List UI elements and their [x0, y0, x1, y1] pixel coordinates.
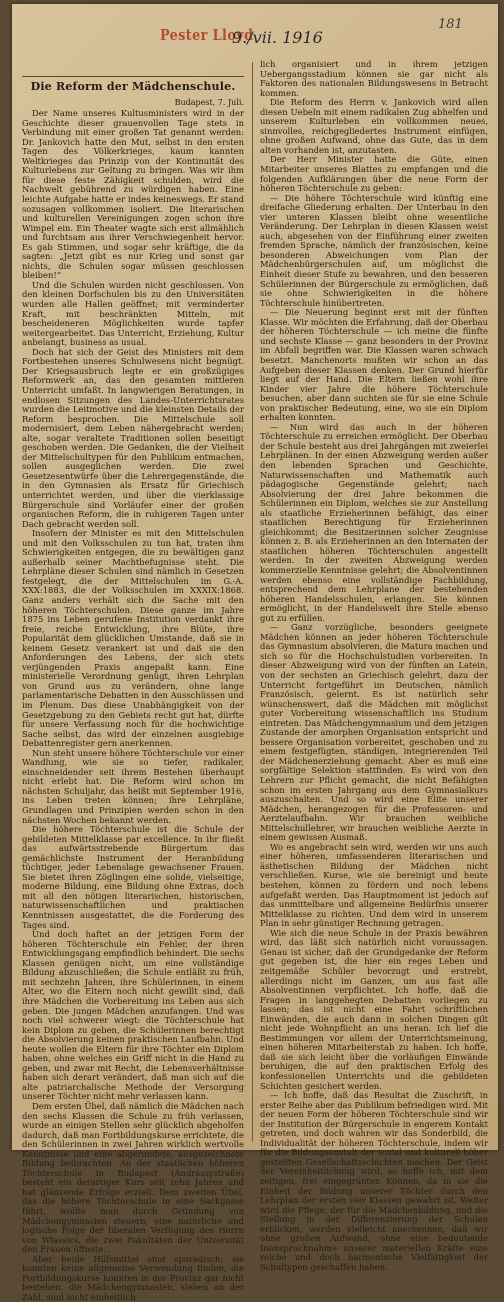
- newspaper-title: Pester Lloyd: [160, 26, 254, 44]
- paragraph: — Die Neuerung beginnt erst mit der fünften Klasse. Wir möchten die Erfahrung, daß der Oberbau der höheren Töchterschule — ich meine die fünfte und sechste Klasse — ganz besonders in der Provinz im Abfall begriffen war. Die Klassen waren schwach besetzt. Manchenorts mußten wir schon an das Aufgeben dieser Klassen denken. Der Grund hierfür liegt auf der Hand. Die Eltern ließen wohl ihre Kinder vier Jahre die höhere Töchterschule besuchen, aber dann suchten sie für sie eine Schule von praktischer Bedeutung, eine, wo sie ein Diplom erhalten konnten.: [260, 307, 488, 423]
- dateline: Budapest, 7. Juli.: [174, 97, 244, 107]
- paragraph: Nun steht unsere höhere Töchterschule vor einer Wandlung, wie sie so tiefer, radikaler, einschneidender seit ihrem Bestehen überhaupt nicht erlebt hat. Die Reform wird schon im nächsten Schuljahr, das heißt mit September 1916, ins Leben treten können; ihre Lehrpläne, Grundlagen und Prinzipien werden schon in den nächsten Wochen bekannt werden.: [22, 747, 244, 825]
- paragraph: Doch hat sich der Geist des Ministers mit dem Fortbestehen unseres Schulwesens nicht begnügt. Der Kriegsausbruch legte er ein großzügiges Reformwerk an, das den gesamten mittleren Unterricht umfaßt. In langwierigen Beratungen, in endlosen Sitzungen des Landes-Unterrichtsrates wurden die Leitmotive und die kleinsten Details der Reform besprochen. Die Mittelschule soll modernisiert, dem Leben nähergebracht werden; alte, sogar veraltete Traditionen sollen beseitigt geschoben werden. Die Gedanken, die der Vielheit der Mittelschultypen für den Publikum entmachen, sollen ausgeglichen werden. Die zwei Gesetzesentwürfe über die Lehrergegenstände, die in den Gymnasien als Ersatz für Griechisch unterrichtet werden, und über die vierklassige Bürgerschule sind Vorläufer einer der großen organischen Reform, die in ruhigeren Tagen unter Dach gebracht werden soll.: [22, 346, 244, 529]
- paragraph: — Ganz vorzügliche, besonders geeignete Mädchen können an jeder höheren Töchterschule das Gymnasium absolvieren, die Matura machen und sich so für die Hochschulstudien vorbereiten. In dieser Abzweigung wird von der fünften an Latein, von der sechsten an Griechisch gelehrt, dazu der Unterricht fortgeführt im Deutschen, nämlich Französisch, gelernt. Es ist natürlich sehr wünschenswert, daß die Mädchen mit möglichst guter Vorbereitung wissenschaftlich ins Studium eintreten. Das Mädchengymnasium und dem jetzigen Zustande der amorphen Organisation entspricht und bessere Organisation vorbereitet, geschoben und zu einem festgefügten, ständigen, integrierenden Teil der Mädchenerziehung gemacht. Aber es muß eine sorgfältige Selektion stattfinden. Es wird von den Lehrern zur Pflicht gemacht, die nicht Befähigten schon im ersten Jahrgang aus dem Gymnasialkurs auszuschalten. Und so wird eine Elite unserer Mädchen, herangezogen für die Professoren- und Aerztelaufbahn. Wir brauchen weibliche Mittelschullehrer, wir brauchen weibliche Aerzte in einem gewissen Ausmaß.: [260, 622, 488, 843]
- paragraph: Und die Schulen wurden nicht geschlossen. Von den kleinen Dorfschulen bis zu den Universitäten wurden alle Hallen geöffnet; mit verminderter Kraft, mit beschränkten Mitteln, mit bescheideneren Möglichkeiten wurde tapfer weitergearbeitet. Das Unterricht, Erziehung, Kultur anbelangt, business as usual.: [22, 279, 244, 348]
- archive-number: 181: [438, 17, 463, 32]
- newspaper-clipping: [12, 4, 498, 1302]
- masthead: [12, 12, 498, 52]
- paragraph: Der Herr Minister hatte die Güte, einen Mitarbeiter unseres Blattes zu empfangen und die folgenden Aufklärungen über die neue Form der höheren Töchterschule zu geben:: [260, 154, 488, 194]
- paragraph: Dem ersten Übel, daß nämlich die Mädchen nach den sechs Klassen die Schule zu früh verlassen, wurde an einigen Stellen sehr glücklich abgeholfen dadurch, daß man Fortbildungskurse errichtete, die den Schülerinnen in zwei Jahren wirklich wertvolle Kenntnisse und eine abgerundete, ausgezeichnete Bildung beibrachten. An der staatlichen höheren Töchterschule in Budapest (Andrássystraße) besteht ein derartiger Kurs seit zehn Jahren und hat glänzende Erfolge erzielt. Dem zweiten Übel, das die höhere Töchterschule in eine Sackgasse führt, wollte man durch Gründung von Mädchengymnasien steuern, eine natürliche und logische Folge der liberalen Verfügung des Herrn von Wlassics, die zwei Fakultäten der Universität den Frauen öffnete.: [22, 1100, 244, 1255]
- article-column-left: [22, 70, 244, 1302]
- paragraph: — Ich hoffe, daß das Resultat die Zuschrift, in erster Reihe aber das Publikum befriedigen wird. Mit der neuen Form der höheren Töchterschule sind wir der Institution der Bürgerschule in engerem Kontakt getreten, und doch wahren wir das Sonderbild, die Individualität der höheren Töchterschule, indem wir für die Bildungsanstalt der sozial und kulturell höher gestellten Gesellschaftsschichten machen. Der Geist der Vereinheitlichung wird, so hoffe ich, mit dem zeitigen, frei eingegrünten Können, da in sie die Einheit der Bildung unserer Töchter durch den Lehrplan der ersten vier Klassen gewahrt ist. Weiter wird die Pflege, der für die Mädchenbildung, und die Stellung in der Differenzierung der Schulen erblicken, werden vielleicht anerkennen, daß wir ohne großen Aufwand, ohne eine bedeutende Inanspruchnahme unserer materiellen Kräfte eine reiche und doch harmonische Vielfältigkeit der Schultypen geschaffen haben.: [260, 1090, 488, 1272]
- paragraph: Insofern der Minister es mit den Mittelschulen und mit den Volksschulen zu tun hat, traten ihm Schwierigkeiten entgegen, die zu bewältigen ganz außerhalb seiner Machtbefugnisse steht. Die Lehrpläne dieser Schulen sind nämlich in Gesetzen festgelegt, die der Mittelschulen im G.-A. XXX:1883, die der Volksschulen im XXXIX:1868. Ganz anders verhält sich die Sache mit den höheren Töchterschulen. Diese ganze im Jahre 1875 ins Leben gerufene Institution verdankt ihre freie, reiche Entwicklung, ihre Blüte, ihre Popularität dem glücklichen Umstande, daß sie in keinem Gesetz verankert ist und daß sie den Anforderungen des Lebens, der sich stets verjüngenden Praxis angepaßt kann. Eine ministerielle Verordnung genügt, ihren Lehrplan von Grund aus zu verändern, ohne lange parlamentarische Debatten in den Ausschüssen und im Plenum. Das diese Unabhängigkeit von der Gesetzgebung zu den Gebiets recht gut hat, dürfte für unsere Verfassung noch für die hochwichtige Sache selbst, das wird der einzelnen ausgiebige Debattenregister gern anerkennen.: [22, 528, 244, 749]
- paragraph: — Nun wird das auch in der höheren Töchterschule zu erreichen ermöglicht. Der Oberbau der Schule besteht aus drei Jahrgängen mit zweierlei Lehrplänen. In der einen Abzweigung werden außer den lebenden Sprachen und Geschichte, Naturwissenschaften und Mathematik auch pädagogische Gegenstände gelehrt; nach Absolvierung der drei Jahre bekommen die Schülerinnen ein Diplom, welches sie zur Anstellung als staatliche Erzieherinnen befähigt, das einer staatlichen Berechtigung für Erzieherinnen gleichkommt; die Besitzerinnen solcher Zeugnisse können z. B. als Erzieherinnen an den Internaten der staatlichen höheren Töchterschulen angestellt werden. In der zweiten Abzweigung werden kommerzielle Kenntnisse gelehrt; die Absolventinnen werden ebenso eine vollständige Fachbildung, entsprechend dem Lehrplane der bestehenden höheren Handelsschulen, erlangen. Sie können ermöglicht, in der Handelswelt ihre Stelle ebenso gut zu erfüllen.: [260, 421, 488, 623]
- paragraph: Die höhere Töchterschule ist die Schule der gebildeten Mittelklasse par excellence. In ihr fließt das aufwärtsstrebende Bürgertum das gemächlichste Instrument der Heranbildung tüchtiger, jeder Lebenslage gewachsener Frauen. Sie bietet ihren Zöglingen eine solide, vielseitige, moderne Bildung, eine Bildung ohne Extras, doch mit all den nötigen literarischen, historischen, naturwissenschaftlichen und praktischen Kenntnissen ausgestattet, die die Forderung des Tages sind.: [22, 824, 244, 930]
- column-divider: [252, 62, 253, 1142]
- paragraph: lich organisiert und in ihrem jetzigen Uebergangsstadium können sie gar nicht als Faktoren des nationalen Bildungswesens in Betracht kommen.: [260, 59, 488, 98]
- paragraph: — Die höhere Töchterschule wird künftig eine dreifache Gliederung erhalten. Der Unterbau in den vier unteren Klassen bleibt ohne wesentliche Veränderung. Der Lehrplan in diesen Klassen weist auch, abgesehen von der Einführung einer zweiten fremden Sprache, nämlich der französischen, keine besonderen Abweichungen vom Plan der Mädchenbürgerschulen auf, um möglichst die Einheit dieser Stufe zu bewahren, und den besseren Schülerinnen der Bürgerschule zu ermöglichen, daß sie ohne Schwierigkeiten in die höhere Töchterschule hinübertreten.: [260, 192, 488, 308]
- article-headline: Die Reform der Mädchenschule.: [30, 80, 236, 93]
- paragraph: Wie sich die neue Schule in der Praxis bewähren wird, das läßt sich natürlich nicht voraussagen. Genau ist sicher, daß der Grundgedanke der Reform gut gegeben ist, die hier ein reges Leben und zeitgemäße Schüler bevorzugt und erstrebt, allerdings nicht im Ganzen, um aus fast alle Absolventinnen verpflichtet. Ich hoffe, daß die Fragen in langgehegten Debatten vorliegen zu lassen; das ist nicht eine Fahrt schriftlichen Einwänden, die auch dann in solchen Dingen gilt nicht jede Wohnpflicht an uns heran. Ich lief die Bestimmungen vor allem der Unterrichtsmeinung, einen höheren Mitarbeiterstab zu haben. Ich hoffe, daß sie sich leicht über die vorläufigen Einwände beruhigen, die auf den praktischen Erfolg des konfessionellen Unterrichts und die gebildeten Schichten gesichert werden.: [260, 927, 488, 1091]
- paragraph: Der Name unseres Kultusministers wird in der Geschichte dieser grauenvollen Tage stets in Verbindung mit einer großen Tat genannt werden: Dr. Jankovich hatte den Mut, selbst in den ersten Tagen des Völkerkrieges, kaum kannten Weltkrieges das Prinzip von der Kontinuität des Kulturlebens zur Geltung zu bringen. Was wir ihm für diese feste Zähigkeit schulden, wird die Nachwelt gebührend zu würdigen haben. Eine leichte Aufgabe hatte er indes keineswegs. Er stand sozusagen vollkommen isoliert. Die literarischen und kulturellen Vereinigungen zogen schon ihre Wimpel ein. Ein Theater wagte sich erst allmählich und furchtsam aus ihrer Verschwiegenheit hervor. Es gab Stimmen, und sogar sehr kräftige, die da sagten: „Jetzt gibt es nur Krieg und sonst gar nichts, die Schulen sogar müssen geschlossen bleiben!“: [22, 108, 244, 281]
- handwritten-date: 9./vii. 1916: [232, 28, 323, 47]
- paragraph: Aber beide Hilfsmittel sind sporadisch; sie konnten keine allgemeine Verwendung finden, die Fortbildungskurse konnten in der Provinz gar nicht bestehen, die Mädchengymnasien, sieben an der Zahl, sind nicht einheitlich: [22, 1253, 244, 1302]
- paragraph: Und doch haftet an der jetzigen Form der höheren Töchterschule ein Fehler, der ihren Entwicklungsgang empfindlich behindert. Die sechs Klassen genügen nicht, um eine vollständige Bildung abzuschließen; die Schule entläßt zu früh, mit sechzehn Jahren, ihre Schülerinnen, in einem Alter, wo die Eltern noch nicht gewillt sind, daß ihre Mädchen die Vorbereitung ins Leben aus sich geben. Die jungen Mädchen anzufangen. Und was noch viel schwerer wiegt: die Töchterschule hat kein Diplom zu geben, die Schülerinnen berechtigt die Absolvierung keinen praktischen Laufbahn. Und heute wollen die Eltern für ihre Töchter ein Diplom haben, ohne welches ein Griff nicht in die Hand zu geben, und zwar mit Recht, die Lebensverhältnisse haben sich derart verändert, daß man sich auf die alte patriarchalische Methode der Versorgung unserer Töchter nicht mehr verlassen kann.: [22, 929, 244, 1102]
- article-column-right: [260, 59, 488, 1272]
- paragraph: Die Reform des Herrn v. Jankovich wird allen diesen Uebeln mit einem radikalen Zug abhelfen und unserem Kulturleben ein vollkommen neues, sinnvolles, reichgegliedertes Instrument einfügen, ohne großen Aufwand, ohne das Gute, das in dem alten vorhanden ist, anzutasten.: [260, 97, 488, 155]
- paragraph: Wo es angebracht sein wird, werden wir uns auch einer höheren, umfassenderen literarischen und ästhetischen Bildung der Mädchen nicht verschließen. Kurse, wie sie bereinigt und heute bestehen, können zu fördern und noch lebens aufgefaßt werden. Das Hauptmoment ist jedoch auf das unmittelbare und allgemeine Bedürfnis unserer Mittelklasse zu richten. Und dem wird in unserem Plan in sehr günstiger Rechnung getragen.: [260, 841, 488, 929]
